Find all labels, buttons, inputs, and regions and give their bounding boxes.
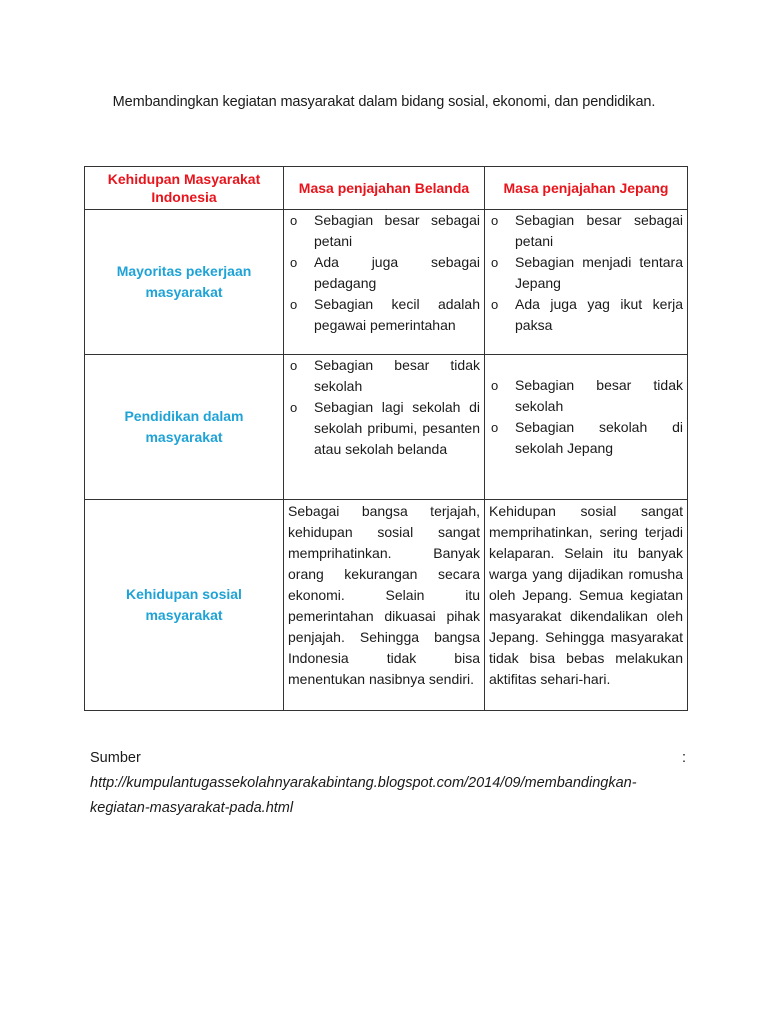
- header-kehidupan: Kehidupan Masyarakat Indonesia: [85, 167, 284, 210]
- bullet-mark: o: [491, 420, 499, 435]
- source-citation: [90, 746, 686, 821]
- bullet-mark: o: [290, 213, 298, 228]
- list-item: o Sebagian besar sebagai petani: [290, 212, 480, 249]
- comparison-table: [84, 166, 688, 711]
- cell-sosial-belanda: Sebagai bangsa terjajah, kehidupan sosial sangat memprihatinkan. Banyak orang kekurangan secara ekonomi. Selain itu pemerintahan dikuasai pihak penjajah. Sehingga bangsa Indonesia tidak bisa menentukan nasibnya sendiri.: [284, 500, 485, 711]
- bullet-mark: o: [491, 297, 499, 312]
- source-label: Sumber: [90, 750, 141, 766]
- bullet-mark: o: [290, 255, 298, 270]
- bullet-mark: o: [290, 297, 298, 312]
- cell-pekerjaan-belanda: [284, 210, 485, 355]
- cell-pendidikan-jepang: [485, 355, 688, 500]
- header-belanda: Masa penjajahan Belanda: [284, 167, 485, 210]
- list-item: o Sebagian sekolah di sekolah Jepang: [491, 419, 683, 456]
- page-title: Membandingkan kegiatan masyarakat dalam bidang sosial, ekonomi, dan pendidikan.: [112, 94, 656, 110]
- list-item: o Sebagian besar tidak sekolah: [290, 357, 480, 394]
- bullet-mark: o: [491, 378, 499, 393]
- cell-pendidikan-belanda: [284, 355, 485, 500]
- list-item: o Sebagian kecil adalah pegawai pemerintahan: [290, 296, 480, 333]
- row-label-sosial: Kehidupan sosial masyarakat: [85, 500, 284, 711]
- table-header-row: [85, 167, 688, 210]
- list-item: o Sebagian menjadi tentara Jepang: [491, 254, 683, 291]
- table-row: [85, 210, 688, 355]
- cell-pekerjaan-jepang: [485, 210, 688, 355]
- table-row: [85, 500, 688, 711]
- source-colon: :: [681, 750, 686, 766]
- list-item: o Sebagian besar tidak sekolah: [491, 377, 683, 414]
- table-row: [85, 355, 688, 500]
- bullet-mark: o: [491, 255, 499, 270]
- source-url-line1[interactable]: http://kumpulantugassekolahnyarakabintang.blogspot.com/2014/09/membandingkan-: [90, 775, 637, 791]
- source-url-line2[interactable]: kegiatan-masyarakat-pada.html: [90, 800, 294, 816]
- bullet-mark: o: [491, 213, 499, 228]
- list-item: o Ada juga yag ikut kerja paksa: [491, 296, 683, 333]
- row-label-pendidikan: Pendidikan dalam masyarakat: [85, 355, 284, 500]
- row-label-pekerjaan: Mayoritas pekerjaan masyarakat: [85, 210, 284, 355]
- list-item: o Sebagian lagi sekolah di sekolah pribumi, pesanten atau sekolah belanda: [290, 399, 480, 457]
- list-item: o Sebagian besar sebagai petani: [491, 212, 683, 249]
- list-item: o Ada juga sebagai pedagang: [290, 254, 480, 291]
- header-jepang: Masa penjajahan Jepang: [485, 167, 688, 210]
- bullet-mark: o: [290, 358, 298, 373]
- cell-sosial-jepang: Kehidupan sosial sangat memprihatinkan, sering terjadi kelaparan. Selain itu banyak warga yang dijadikan romusha oleh Jepang. Semua kegiatan masyarakat dikendalikan oleh Jepang. Sehingga masyarakat tidak bisa bebas melakukan aktifitas sehari-hari.: [485, 500, 688, 711]
- bullet-mark: o: [290, 400, 298, 415]
